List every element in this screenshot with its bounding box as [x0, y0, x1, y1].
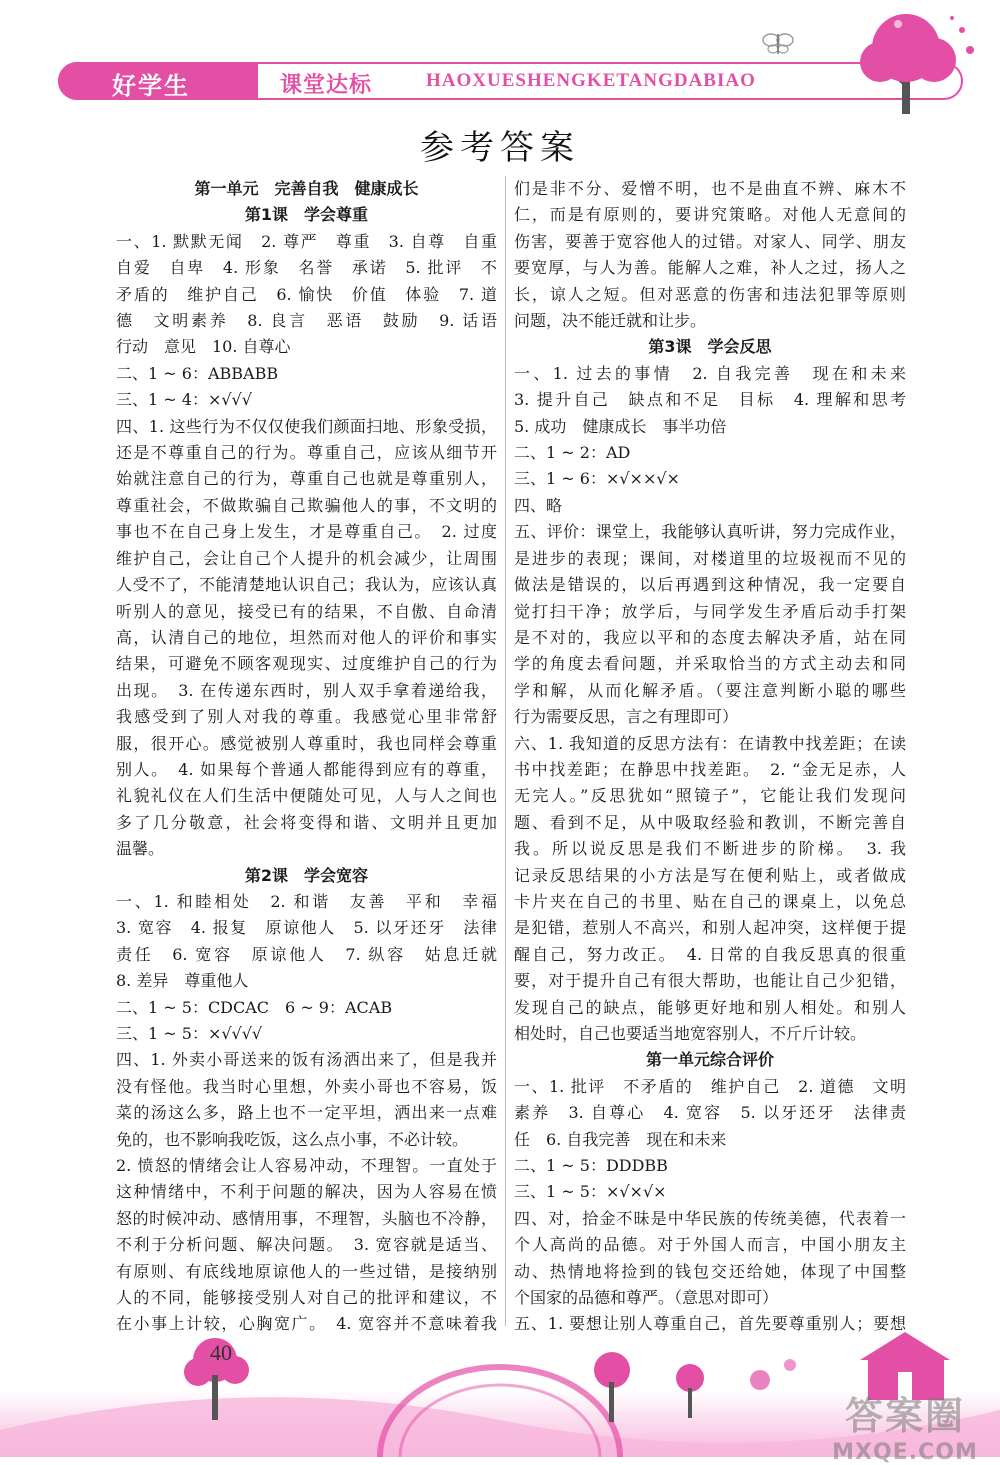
answer-line: 一、1. 默默无闻 2. 尊严 尊重 3. 自尊 自重 — [116, 231, 497, 251]
answer-line: 责任 6. 宽容 原谅他人 7. 纵容 姑息迁就 — [116, 944, 497, 964]
unit-heading: 第一单元 完善自我 健康成长 — [194, 179, 419, 198]
answer-line: 在小事上计较，心胸宽广。 4. 宽容并不意味着我 — [116, 1314, 497, 1334]
answer-line: 这种情绪中，不利于问题的解决，因为人容易在愤 — [116, 1182, 497, 1202]
answer-line: 怒的时候冲动、感情用事，不理智，头脑也不冷静， — [116, 1208, 497, 1228]
answer-line: 人受不了，不能清楚地认识自己；我认为，应该认真 — [116, 575, 497, 595]
answer-line: 多了几分敬意，社会将变得和谐、文明并且更加 — [116, 812, 497, 832]
answer-line: 8. 差异 尊重他人 — [116, 971, 249, 991]
header-subtitle: 课堂达标 — [280, 73, 373, 98]
answer-line: 矛盾的 维护自己 6. 愉快 价值 体验 7. 道 — [116, 284, 497, 304]
answer-line: 维护自己，会让自己个人提升的机会减少，让周围 — [116, 548, 497, 568]
answer-line: 温馨。 — [116, 839, 165, 859]
answer-line: 二、1 ~ 6：ABBABB — [116, 363, 279, 383]
answer-line: 德 文明素养 8. 良言 恶语 鼓励 9. 话语 — [116, 311, 497, 331]
answer-line: 是不对的，我应以平和的态度去解决矛盾，站在同 — [514, 627, 906, 647]
answer-line: 无完人。”反思犹如“照镜子”，它能让我们发现问 — [514, 786, 906, 806]
answer-line: 行为需要反思，言之有理即可） — [514, 707, 739, 727]
answer-line: 二、1 ~ 5：DDDBB — [514, 1156, 668, 1176]
answer-line: 2. 愤怒的情绪会让人容易冲动，不理智。一直处于 — [116, 1156, 497, 1176]
answer-line: 服，很开心。感觉被别人尊重时，我也同样会尊重 — [116, 733, 497, 753]
answer-line: 自爱 自卑 4. 形象 名誉 承诺 5. 批评 不 — [116, 258, 497, 278]
answer-line: 伤害，要善于宽容他人的过错。对家人、同学、朋友 — [514, 231, 906, 251]
answer-line: 人的不同，能够接受别人对自己的批评和建议，不 — [116, 1288, 497, 1308]
answer-line: 我。所以说反思是我们不断进步的阶梯。 3. 我 — [514, 839, 906, 859]
answer-line: 高，认清自己的地位，坦然而对他人的评价和事实 — [116, 627, 497, 647]
answer-line: 免的，也不影响我吃饭，这么点小事，不必计较。 — [116, 1129, 469, 1149]
answer-line: 任 6. 自我完善 现在和未来 — [514, 1129, 727, 1149]
answer-line: 礼貌礼仪在人们生活中便随处可见，人与人之间也 — [116, 786, 497, 806]
answer-line: 学的角度去看问题，并采取恰当的方式主动去和同 — [514, 654, 906, 674]
lesson-heading: 第3课 学会反思 — [648, 337, 772, 357]
answer-line: 菜的汤这么多，路上也不一定平坦，洒出来一点难 — [116, 1103, 497, 1123]
answer-line: 是进步的表现；课间，对楼道里的垃圾视而不见的 — [514, 548, 906, 568]
header-pinyin: HAOXUESHENGKETANGDABIAO — [426, 70, 756, 91]
answer-line: 们是非不分、爱憎不明，也不是曲直不辨、麻木不 — [514, 179, 906, 198]
column-divider — [505, 176, 506, 1326]
answer-line: 要宽厚，与人为善。能解人之难，补人之过，扬人之 — [514, 258, 906, 278]
answer-line: 个国家的品德和尊严。（意思对即可） — [514, 1288, 779, 1308]
answer-line: 3. 宽容 4. 报复 原谅他人 5. 以牙还牙 法律 — [116, 918, 497, 938]
answer-line: 六、1. 我知道的反思方法有：在请教中找差距；在读 — [514, 733, 906, 753]
answer-line: 我感受到了别人对我的尊重。我感觉心里非常舒 — [116, 707, 497, 727]
answer-line: 别人。 4. 如果每个普通人都能得到应有的尊重， — [116, 759, 497, 779]
answer-line: 结果，可避免不顾客观现实、过度维护自己的行为 — [116, 654, 497, 674]
answer-line: 出现。 3. 在传递东西时，别人双手拿着递给我， — [116, 680, 497, 700]
header-brand: 好学生 — [112, 72, 190, 100]
answer-line: 还是不尊重自己的行为。尊重自己，应该从细节开 — [116, 443, 497, 463]
answer-line: 觉打扫干净；放学后，与同学发生矛盾后动手打架 — [514, 601, 906, 621]
answer-line: 动、热情地将捡到的钱包交还给她，体现了中国整 — [514, 1261, 906, 1281]
answer-line: 3. 提升自己 缺点和不足 目标 4. 理解和思考 — [514, 390, 906, 410]
answer-line: 尊重社会，不做欺骗自己欺骗他人的事，不文明的 — [116, 495, 497, 515]
answer-line: 相处时，自己也要适当地宽容别人，不斤斤计较。 — [514, 1024, 867, 1043]
answer-line: 行动 意见 10. 自尊心 — [116, 337, 291, 357]
answer-line: 五、评价：课堂上，我能够认真听讲，努力完成作业， — [514, 522, 906, 542]
answer-line: 发现自己的缺点，能够更好地和别人相处。和别人 — [514, 997, 906, 1017]
answer-line: 听别人的意见，接受已有的结果，不自傲、自命清 — [116, 601, 497, 621]
answer-line: 长，谅人之短。但对恶意的伤害和违法犯罪等原则 — [514, 284, 906, 304]
answer-line: 个人高尚的品德。对于外国人而言，中国小朋友主 — [514, 1235, 906, 1255]
answer-line: 问题，决不能迁就和让步。 — [514, 311, 707, 331]
watermark — [820, 1385, 990, 1465]
answer-line: 不利于分析问题、解决问题。 3. 宽容就是适当、 — [116, 1235, 497, 1255]
lesson-heading: 第一单元综合评价 — [645, 1050, 774, 1070]
lesson-heading: 第1课 学会尊重 — [244, 205, 369, 225]
butterfly-icon — [760, 30, 796, 56]
page-title: 参考答案 — [420, 128, 580, 168]
answer-line: 没有怪他。我当时心里想，外卖小哥也不容易，饭 — [116, 1076, 497, 1096]
answer-line: 三、1 ~ 4：×√√√ — [116, 390, 252, 410]
answer-line: 四、略 — [514, 495, 563, 515]
answer-line: 是犯错，惹别人不高兴，和别人起冲突，这样便于提 — [514, 918, 906, 938]
answer-line: 要，对于提升自己有很大帮助，也能让自己少犯错， — [514, 971, 906, 991]
answer-line: 三、1 ~ 5：×√√√√ — [116, 1024, 263, 1043]
answer-line: 三、1 ~ 6：×√××√× — [514, 469, 680, 489]
answer-line: 二、1 ~ 5：CDCAC 6 ~ 9：ACAB — [116, 997, 393, 1017]
answer-line: 二、1 ~ 2：AD — [514, 443, 631, 463]
watermark-url: MXQE.COM — [832, 1440, 978, 1465]
answer-line: 5. 成功 健康成长 事半功倍 — [514, 416, 727, 436]
page-number: 40 — [210, 1340, 232, 1365]
answer-line: 五、1. 要想让别人尊重自己，首先要尊重别人；要想 — [514, 1314, 906, 1334]
answer-line: 始就注意自己的行为，尊重自己也就是尊重别人， — [116, 469, 497, 489]
answer-line: 一、1. 批评 不矛盾的 维护自己 2. 道德 文明 — [514, 1076, 906, 1096]
answer-line: 事也不在自己身上发生，才是尊重自己。 2. 过度 — [116, 522, 497, 542]
answer-line: 书中找差距；在静思中找差距。 2. “金无足赤，人 — [514, 759, 906, 779]
answer-line: 四、对，拾金不昧是中华民族的传统美德，代表着一 — [514, 1208, 906, 1228]
right-column — [514, 176, 906, 1338]
answer-line: 题、看到不足，从中吸取经验和教训，不断完善自 — [514, 812, 906, 832]
answer-line: 学和解，从而化解矛盾。（要注意判断小聪的哪些 — [514, 680, 906, 700]
left-column — [116, 176, 497, 1338]
lesson-heading: 第2课 学会宽容 — [244, 865, 369, 885]
answer-line: 做法是错误的，以后再遇到这种情况，我一定要自 — [514, 575, 906, 595]
answer-line: 仁，而是有原则的，要讲究策略。对他人无意间的 — [514, 205, 906, 225]
answer-line: 四、1. 这些行为不仅仅使我们颜面扫地、形象受损， — [116, 416, 497, 436]
answer-line: 有原则、有底线地原谅他人的一些过错，是接纳别 — [116, 1261, 497, 1281]
watermark-logo-text: 答案圈 — [844, 1394, 965, 1438]
answer-line: 一、1. 和睦相处 2. 和谐 友善 平和 幸福 — [116, 891, 497, 911]
answer-line: 醒自己，努力改正。 4. 日常的自我反思真的很重 — [514, 944, 906, 964]
answer-line: 三、1 ~ 5：×√×√× — [514, 1182, 667, 1202]
answer-line: 素养 3. 自尊心 4. 宽容 5. 以牙还牙 法律责 — [514, 1103, 906, 1123]
tree-icon — [840, 10, 990, 120]
answer-line: 卡片夹在自己的书里、贴在自己的课桌上，以免总 — [514, 891, 906, 911]
answer-line: 记录反思结果的小方法是写在便利贴上，或者做成 — [514, 865, 906, 885]
answer-line: 四、1. 外卖小哥送来的饭有汤洒出来了，但是我并 — [116, 1050, 497, 1070]
answer-line: 一、1. 过去的事情 2. 自我完善 现在和未来 — [514, 363, 906, 383]
